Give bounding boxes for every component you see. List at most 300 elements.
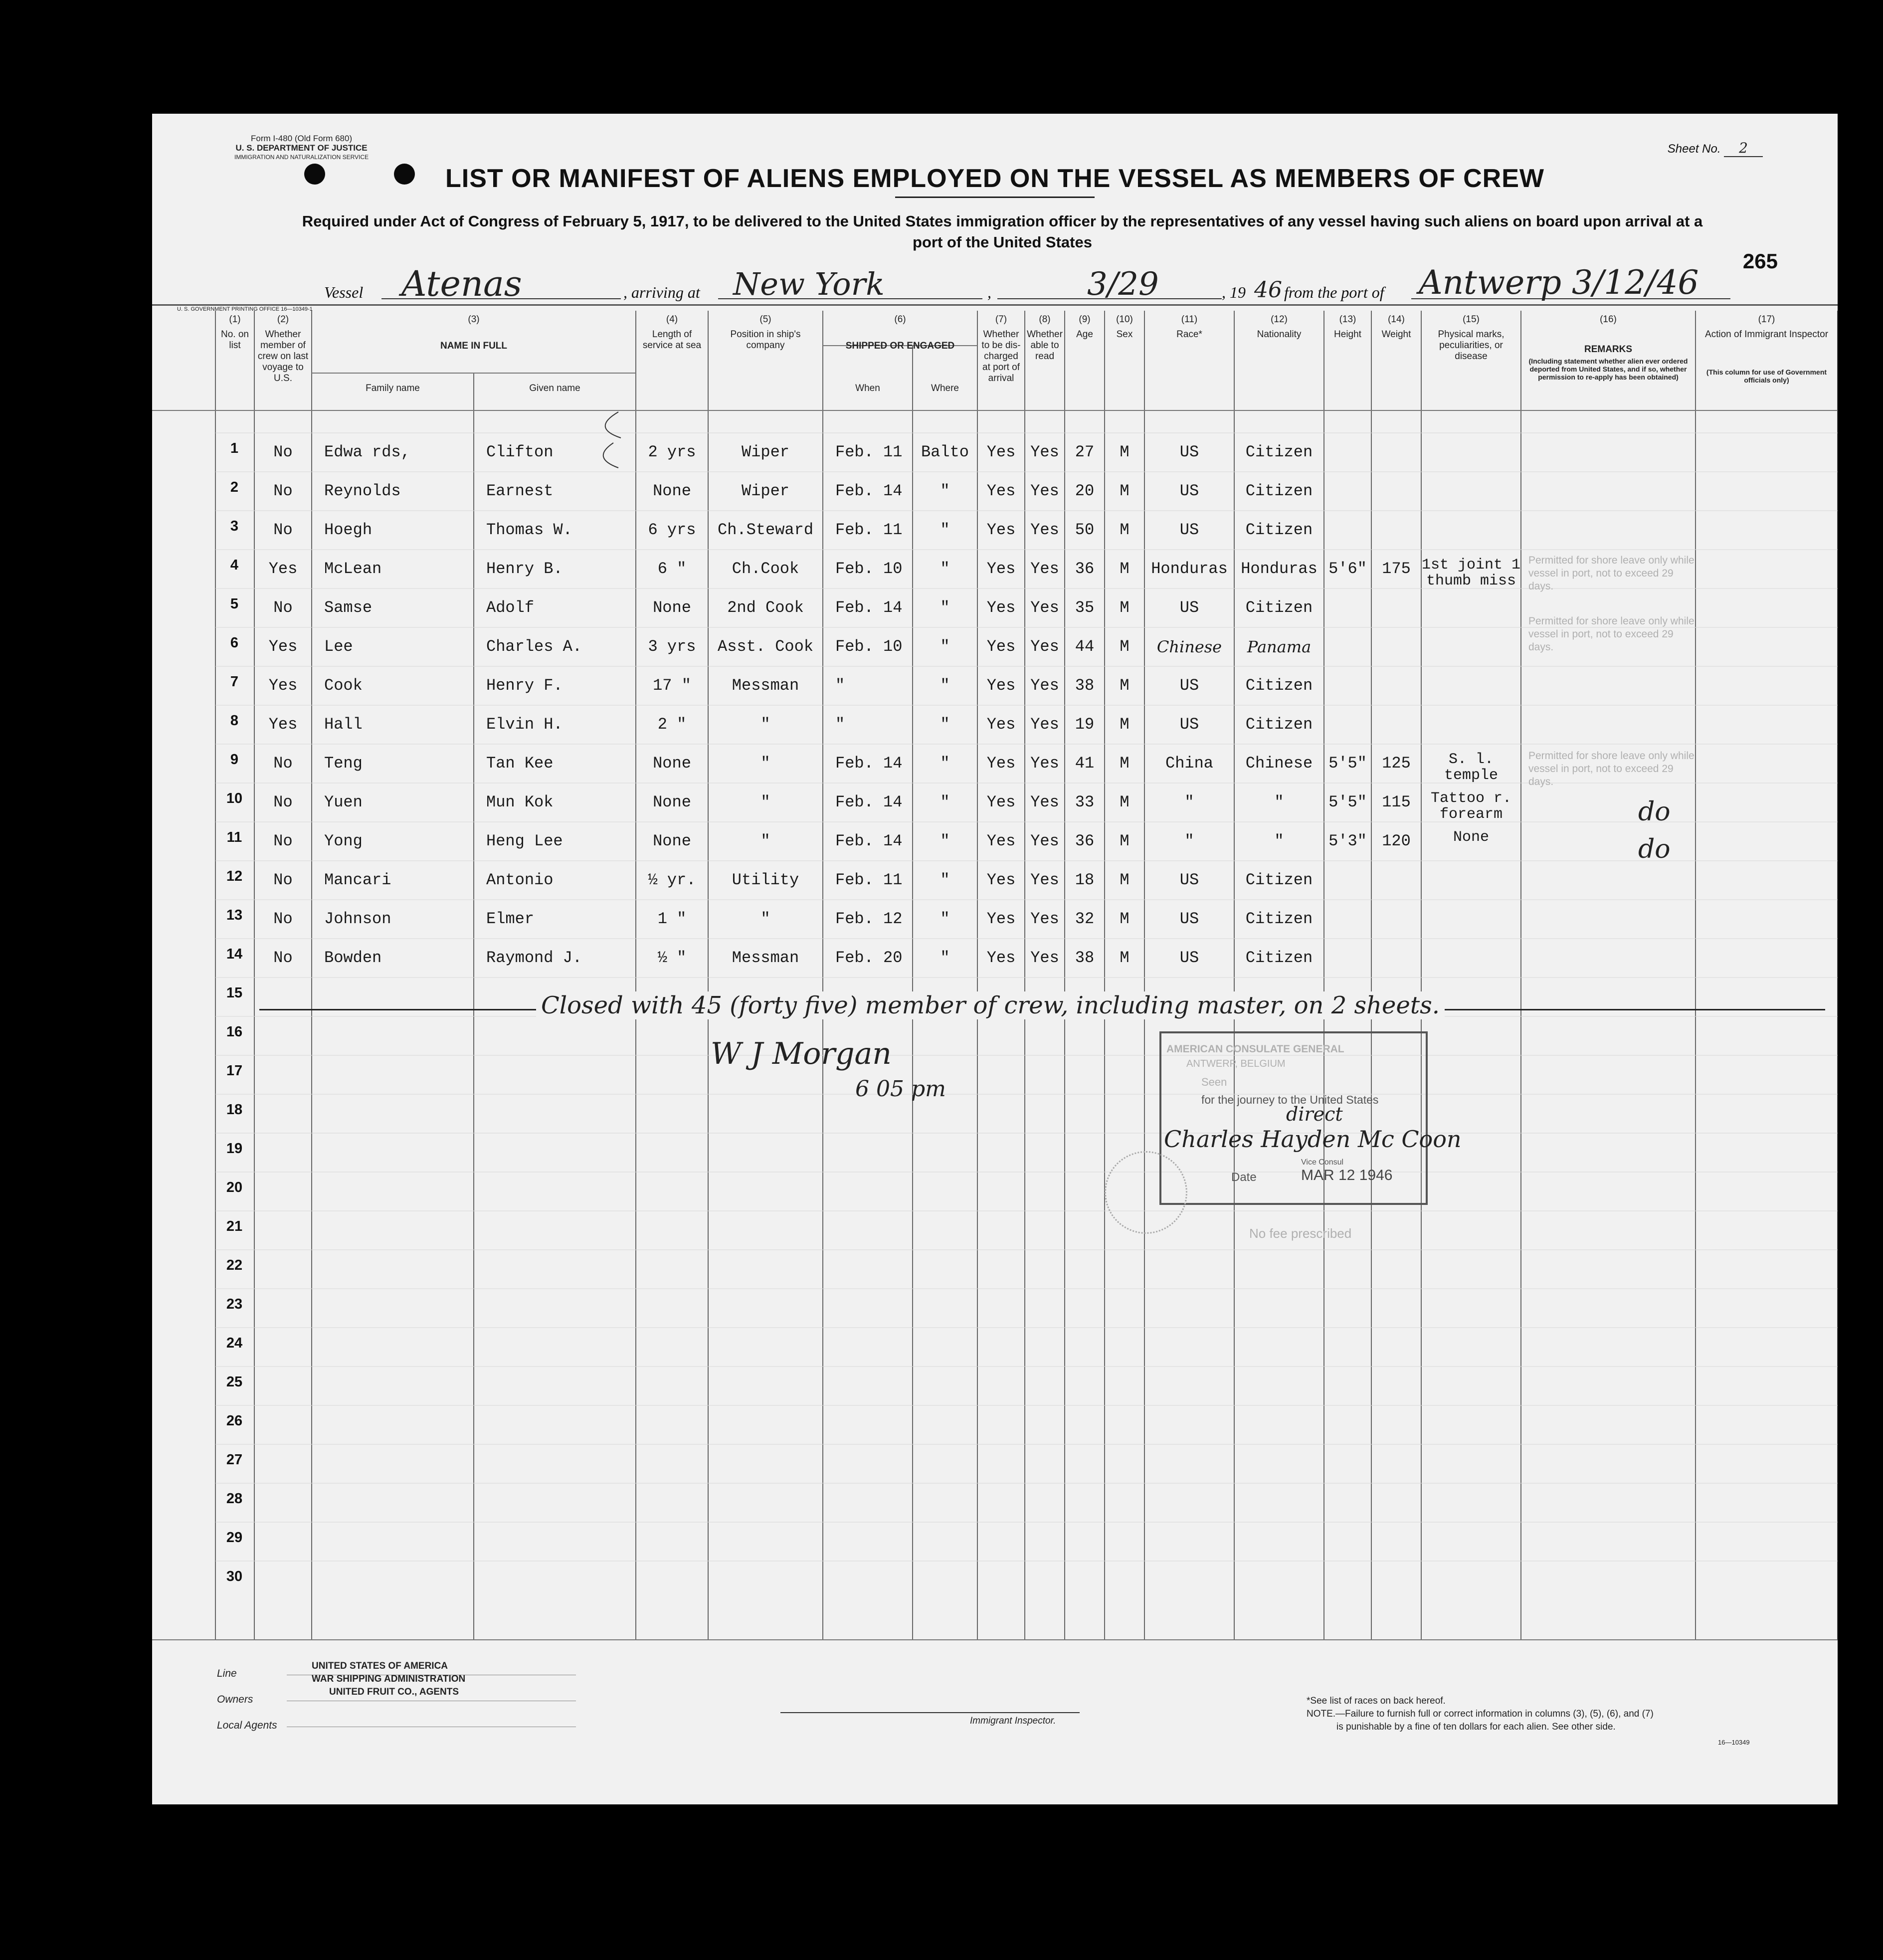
service-length: None — [653, 832, 691, 850]
age: 20 — [1075, 482, 1095, 500]
discharged: Yes — [986, 482, 1016, 500]
arrival-port: New York — [733, 266, 885, 302]
race: US — [1179, 598, 1199, 617]
from-port-label: from the port of — [1284, 283, 1384, 301]
shipped-when: Feb. 11 — [835, 871, 903, 889]
shipped-where: " — [940, 676, 950, 695]
height: 5'5" — [1328, 754, 1367, 773]
sex: M — [1120, 832, 1130, 850]
row-number: 1 — [230, 440, 239, 456]
race: Chinese — [1156, 637, 1222, 656]
row-number: 19 — [226, 1141, 243, 1157]
age: 36 — [1075, 560, 1095, 578]
given-name: Henry B. — [486, 560, 563, 578]
column-number: (11) — [1181, 314, 1198, 325]
position: " — [760, 715, 770, 734]
discharged: Yes — [986, 637, 1016, 656]
shipped-when: Feb. 14 — [835, 598, 903, 617]
agents-value: UNITED FRUIT CO., AGENTS — [329, 1687, 459, 1697]
service-length: 1 " — [657, 910, 687, 928]
column-number: (6) — [894, 314, 906, 325]
row-number: 29 — [226, 1530, 243, 1546]
age: 32 — [1075, 910, 1095, 928]
column-header: NAME IN FULL — [440, 341, 508, 351]
column-number: (16) — [1600, 314, 1617, 325]
prior-voyage: No — [273, 949, 293, 967]
column-subheader: When — [855, 383, 880, 393]
column-header: REMARKS — [1584, 344, 1633, 355]
prior-voyage: Yes — [268, 715, 298, 734]
discharged: Yes — [986, 871, 1016, 889]
race: US — [1179, 676, 1199, 695]
prior-voyage: No — [273, 910, 293, 928]
shipped-where: " — [940, 482, 950, 500]
row-number: 20 — [226, 1179, 243, 1195]
given-name: Mun Kok — [486, 793, 554, 811]
vessel-name: Atenas — [401, 263, 522, 304]
given-name: Charles A. — [486, 637, 582, 656]
family-name: Cook — [324, 676, 363, 695]
service-length: None — [653, 598, 691, 617]
nationality: Citizen — [1245, 949, 1313, 967]
able-to-read: Yes — [1030, 871, 1059, 889]
sheet-number: Sheet No. 2 — [1668, 140, 1763, 156]
row-number: 24 — [226, 1335, 243, 1351]
row-number: 6 — [230, 635, 239, 651]
able-to-read: Yes — [1030, 482, 1059, 500]
position: Ch.Cook — [732, 560, 799, 578]
given-name: Elvin H. — [486, 715, 563, 734]
column-number: (12) — [1271, 314, 1288, 325]
weight: 175 — [1382, 560, 1411, 578]
given-name: Clifton — [486, 443, 554, 461]
age: 27 — [1075, 443, 1095, 461]
shipped-where: " — [940, 754, 950, 773]
column-number: (7) — [995, 314, 1007, 325]
given-name: Antonio — [486, 871, 554, 889]
height: 5'3" — [1328, 832, 1367, 850]
printing-office: U. S. GOVERNMENT PRINTING OFFICE 16—10349-1 — [177, 306, 313, 312]
shipped-where: Balto — [921, 443, 969, 461]
sex: M — [1120, 871, 1130, 889]
able-to-read: Yes — [1030, 754, 1059, 773]
row-number: 4 — [230, 557, 239, 573]
position: Utility — [732, 871, 799, 889]
nationality: Citizen — [1245, 598, 1313, 617]
inspector-label: Immigrant Inspector. — [970, 1716, 1056, 1726]
discharged: Yes — [986, 598, 1016, 617]
column-header: Weight — [1381, 329, 1411, 340]
able-to-read: Yes — [1030, 676, 1059, 695]
column-number: (3) — [468, 314, 480, 325]
service-length: None — [653, 482, 691, 500]
column-header: Length of service at sea — [642, 329, 702, 351]
service-name: IMMIGRATION AND NATURALIZATION SERVICE — [234, 154, 369, 161]
given-name: Tan Kee — [486, 754, 554, 773]
remark-row-4: Permitted for shore leave only while vessel in port, not to exceed 29 days. — [1528, 555, 1695, 592]
age: 19 — [1075, 715, 1095, 734]
column-number: (9) — [1079, 314, 1091, 325]
vessel-label: Vessel — [324, 283, 364, 301]
family-name: Bowden — [324, 949, 382, 967]
column-number: (8) — [1039, 314, 1051, 325]
position: " — [760, 793, 770, 811]
family-name: Hoegh — [324, 521, 373, 539]
service-length: 3 yrs — [648, 637, 696, 656]
shipped-when: Feb. 10 — [835, 637, 903, 656]
stamp-date: MAR 12 1946 — [1301, 1167, 1393, 1183]
prior-voyage: No — [273, 754, 293, 773]
sheet-number-value: 2 — [1724, 140, 1763, 157]
prior-voyage: No — [273, 521, 293, 539]
column-header: Action of Immigrant Inspector — [1704, 329, 1829, 340]
row-number: 13 — [226, 907, 243, 923]
able-to-read: Yes — [1030, 443, 1059, 461]
height: 5'6" — [1328, 560, 1367, 578]
row-number: 27 — [226, 1452, 243, 1468]
age: 18 — [1075, 871, 1095, 889]
column-header: SHIPPED OR ENGAGED — [845, 341, 955, 351]
shipped-when: " — [835, 715, 845, 734]
sex: M — [1120, 482, 1130, 500]
sex: M — [1120, 560, 1130, 578]
position: Wiper — [741, 443, 789, 461]
prior-voyage: No — [273, 832, 293, 850]
owners-value: WAR SHIPPING ADMINISTRATION — [312, 1674, 466, 1684]
column-header: No. on list — [221, 329, 249, 351]
sex: M — [1120, 598, 1130, 617]
consul-signature: Charles Hayden Mc Coon — [1164, 1126, 1462, 1153]
family-name: Teng — [324, 754, 363, 773]
position: Asst. Cook — [717, 637, 814, 656]
position: Wiper — [741, 482, 789, 500]
discharged: Yes — [986, 715, 1016, 734]
page-title: LIST OR MANIFEST OF ALIENS EMPLOYED ON THE VESSEL AS MEMBERS OF CREW — [152, 164, 1838, 198]
race: US — [1179, 949, 1199, 967]
column-number: (10) — [1116, 314, 1133, 325]
given-name: Earnest — [486, 482, 554, 500]
shipped-when: Feb. 14 — [835, 482, 903, 500]
prior-voyage: No — [273, 482, 293, 500]
able-to-read: Yes — [1030, 715, 1059, 734]
able-to-read: Yes — [1030, 793, 1059, 811]
manifest-sheet: Form I-480 (Old Form 680) U. S. DEPARTMENT OF JUSTICE IMMIGRATION AND NATURALIZATION SERVICE Sheet No. 2 LIST OR MANIFEST OF ALIENS EMPLOYED ON THE VESSEL AS MEMBERS OF CREW Required under Act of Congress of February 5, 1917, to be delivered to the United States immigration officer by the representatives of any vessel having such aliens on board upon arrival at a port of the United States 265 Vessel Atenas , arriving at New York , 3/29 , 19 46 from the port of Antwerp 3/12/46 U. S. GOVERNMENT PRINTING OFFICE 16—10349-1 (1) No. on list (2) Whether member of crew on last voyage to U.S. (3) NAME IN FULL Family name Given name (4) Length of service at sea (5) Position in ship's company (6) SHIPPED OR ENGAGED When Where (7) Whether to be dis-charged at port of arrival (8) Whether able to read (9) Age (10) Sex (11) Race* (12) Nationality (13) Height (14) Weight (15) Physical marks, peculiarities, or disease (16) REMARKS (Including statement whether alien ever ordered deported from United States, and if so, whether permission to re-apply has been obtained) (17) Action of Immigrant Inspector (This column for use of Government officials only) 1 No Edwa rds, Clifton 2 yrs Wiper Feb. 11 Balto Yes Yes 27 M US Citizen 2 No Reynolds Earnest None Wiper Feb. 14 " Yes Yes 20 M US Citizen 3 No Hoegh Thomas W. 6 yrs Ch.Steward Feb. 11 " Yes Yes 50 M US Citizen 4 Yes McLean Henry B. 6 " Ch.Cook Feb. 10 " Yes Yes 36 M Honduras Honduras 5'6" 175 1st joint 1 thumb miss 5 No Samse Adolf None 2nd Cook Feb. 14 " Yes Yes 35 M US Citizen 6 Yes Lee Charles A. 3 yrs Asst. Cook Feb. 10 " Yes Yes 44 M Chinese Panama 7 Yes Cook Henry F. 17 " Messman " " Yes Yes 38 M US Citizen 8 Yes Hall Elvin H. 2 " " " " Yes Yes 19 M US Citizen 9 No Teng Tan Kee None " Feb. 14 " Yes Yes 41 M China Chinese 5'5" 125 S. l. temple 10 No Yuen Mun Kok None " Feb. 14 " Yes Yes 33 M " " 5'5" 115 Tattoo r. forearm 11 No Yong Heng Lee None " Feb. 14 " Yes Yes 36 M " " 5'3" 120 None 12 No Mancari Antonio ½ yr. Utility Feb. 11 " Yes Yes 18 M US Citizen 13 No Johnson Elmer 1 " " Feb. 12 " Yes Yes 32 M US Citizen 14 No Bowden Raymond J. ½ " Messman Feb. 20 " Yes Yes 38 M US Citizen 15 16 17 18 19 20 21 22 23 24 25 26 27 28 29 30 Permitted for shore leave only while vessel in port, not to exceed 29 days. Permitted for shore leave only while vessel in port, not to exceed 29 days. Permitted for shore leave only while vessel in port, not to exceed 29 days. do do Closed with 45 (forty five) member of crew, including master, on 2 sheets. W J Morgan 6 05 pm AMERICAN CONSULATE GENERAL ANTWERP, BELGIUM Seen for the journey to the United States direct Charles Hayden Mc Coon Vice Consul Date MAR 12 1946 No fee prescribed Line Owners Local Agents UNITED STATES OF AMERICA WAR SHIPPING ADMINISTRATION UNITED FRUIT CO., AGENTS Immigrant Inspector. *See list of races on back hereof. NOTE.—Failure to furnish full or correct information in columns (3), (5), (6), and (7) is punishable by a fine of ten dollars for each alien. See other side. 16—10349 — [152, 114, 1838, 1804]
row-number: 12 — [226, 868, 243, 884]
sex: M — [1120, 676, 1130, 695]
column-header: Sex — [1116, 329, 1133, 340]
prior-voyage: Yes — [268, 676, 298, 695]
column-number: (5) — [759, 314, 771, 325]
sex: M — [1120, 521, 1130, 539]
column-subheader: Where — [931, 383, 959, 393]
family-name: Edwa rds, — [324, 443, 410, 461]
family-name: McLean — [324, 560, 382, 578]
column-subheader: Family name — [366, 383, 420, 393]
department-name: U. S. DEPARTMENT OF JUSTICE — [235, 143, 368, 153]
race: " — [1184, 832, 1194, 850]
discharged: Yes — [986, 832, 1016, 850]
discharged: Yes — [986, 676, 1016, 695]
column-number: (17) — [1758, 314, 1775, 325]
age: 35 — [1075, 598, 1095, 617]
agents-label: Local Agents — [217, 1720, 277, 1731]
age: 44 — [1075, 637, 1095, 656]
age: 50 — [1075, 521, 1095, 539]
arriving-label: , arriving at — [623, 283, 700, 301]
shipped-where: " — [940, 715, 950, 734]
shipped-when: Feb. 14 — [835, 754, 903, 773]
column-number: (13) — [1339, 314, 1356, 325]
prior-voyage: No — [273, 443, 293, 461]
given-name: Thomas W. — [486, 521, 572, 539]
prior-voyage: Yes — [268, 560, 298, 578]
sex: M — [1120, 754, 1130, 773]
shipped-where: " — [940, 871, 950, 889]
weight: 115 — [1382, 793, 1411, 811]
column-note: (This column for use of Government officials only) — [1706, 368, 1827, 384]
service-length: None — [653, 754, 691, 773]
able-to-read: Yes — [1030, 910, 1059, 928]
position: " — [760, 910, 770, 928]
family-name: Reynolds — [324, 482, 401, 500]
row-number: 25 — [226, 1374, 243, 1390]
discharged: Yes — [986, 521, 1016, 539]
seal-emboss — [1105, 1151, 1187, 1234]
sex: M — [1120, 715, 1130, 734]
page-subtitle: Required under Act of Congress of February 5, 1917, to be delivered to the United States immigration officer by the representatives of any vessel having such aliens on board upon arrival at a port of the United States — [302, 212, 1703, 251]
able-to-read: Yes — [1030, 949, 1059, 967]
service-length: ½ yr. — [648, 871, 696, 889]
row-number: 21 — [226, 1218, 243, 1234]
sex: M — [1120, 910, 1130, 928]
race: US — [1179, 715, 1199, 734]
inspector-signature-line — [780, 1712, 1080, 1713]
service-length: 17 " — [653, 676, 691, 695]
shipped-when: Feb. 12 — [835, 910, 903, 928]
given-name: Raymond J. — [486, 949, 582, 967]
remark-row-11: do — [1638, 834, 1671, 864]
sex: M — [1120, 637, 1130, 656]
row-number: 17 — [226, 1063, 243, 1079]
service-length: 6 " — [657, 560, 687, 578]
weight: 120 — [1382, 832, 1411, 850]
position: Messman — [732, 949, 799, 967]
shipped-where: " — [940, 521, 950, 539]
service-length: 2 yrs — [648, 443, 696, 461]
age: 41 — [1075, 754, 1095, 773]
row-number: 18 — [226, 1102, 243, 1118]
fee-note: No fee prescribed — [1249, 1226, 1352, 1241]
family-name: Yong — [324, 832, 363, 850]
position: Messman — [732, 676, 799, 695]
prior-voyage: Yes — [268, 637, 298, 656]
discharged: Yes — [986, 443, 1016, 461]
discharged: Yes — [986, 910, 1016, 928]
shipped-when: Feb. 11 — [835, 521, 903, 539]
departure-port: Antwerp 3/12/46 — [1419, 263, 1699, 302]
arrival-date: 3/29 — [1087, 266, 1159, 303]
nationality: " — [1274, 793, 1284, 811]
column-number: (1) — [229, 314, 241, 325]
physical-marks: S. l. temple — [1444, 751, 1499, 784]
column-header: Age — [1076, 329, 1093, 340]
line-owners-stamp — [312, 1660, 465, 1699]
service-length: 6 yrs — [648, 521, 696, 539]
height: 5'5" — [1328, 793, 1367, 811]
discharged: Yes — [986, 560, 1016, 578]
family-name: Yuen — [324, 793, 363, 811]
column-subheader: Given name — [529, 383, 580, 393]
family-name: Samse — [324, 598, 373, 617]
row-number: 9 — [230, 752, 239, 768]
family-name: Lee — [324, 637, 353, 656]
position: " — [760, 754, 770, 773]
nationality: Citizen — [1245, 482, 1313, 500]
age: 38 — [1075, 949, 1095, 967]
remark-row-5: Permitted for shore leave only while vessel in port, not to exceed 29 days. — [1528, 615, 1695, 653]
column-header: Whether member of crew on last voyage to U.S. — [257, 329, 309, 384]
able-to-read: Yes — [1030, 832, 1059, 850]
able-to-read: Yes — [1030, 521, 1059, 539]
weight: 125 — [1382, 754, 1411, 773]
shipped-where: " — [940, 793, 950, 811]
column-number: (14) — [1388, 314, 1405, 325]
nationality: Citizen — [1245, 910, 1313, 928]
row-number: 14 — [226, 946, 243, 962]
signature-time: 6 05 pm — [855, 1076, 946, 1102]
sex: M — [1120, 443, 1130, 461]
shipped-when: Feb. 10 — [835, 560, 903, 578]
shipped-when: " — [835, 676, 845, 695]
shipped-where: " — [940, 949, 950, 967]
service-tick-marks — [603, 412, 621, 468]
shipped-where: " — [940, 637, 950, 656]
shipped-when: Feb. 20 — [835, 949, 903, 967]
shipped-when: Feb. 14 — [835, 793, 903, 811]
column-number: (2) — [277, 314, 289, 325]
row-number: 16 — [226, 1024, 243, 1040]
row-number: 26 — [226, 1413, 243, 1429]
master-signature: W J Morgan — [711, 1036, 892, 1071]
column-header: Whether to be dis-charged at port of arrival — [981, 329, 1021, 384]
owners-label: Owners — [217, 1694, 253, 1705]
age: 36 — [1075, 832, 1095, 850]
nationality: Citizen — [1245, 521, 1313, 539]
race: US — [1179, 910, 1199, 928]
race: " — [1184, 793, 1194, 811]
sex: M — [1120, 949, 1130, 967]
race: US — [1179, 443, 1199, 461]
column-header: Height — [1334, 329, 1361, 340]
row-number: 10 — [226, 790, 243, 806]
race: US — [1179, 521, 1199, 539]
footer-notes: *See list of races on back hereof. NOTE.—Failure to furnish full or correct information in columns (3), (5), (6), and (7) is punishable by a fine of ten dollars for each alien. See other side. — [1307, 1696, 1654, 1732]
family-name: Hall — [324, 715, 363, 734]
race: Honduras — [1151, 560, 1228, 578]
line-value: UNITED STATES OF AMERICA — [312, 1661, 448, 1671]
row-number: 30 — [226, 1568, 243, 1584]
column-header: Position in ship's company — [730, 329, 801, 351]
service-length: None — [653, 793, 691, 811]
column-number: (15) — [1463, 314, 1480, 325]
able-to-read: Yes — [1030, 598, 1059, 617]
service-length: 2 " — [657, 715, 687, 734]
given-name: Elmer — [486, 910, 535, 928]
able-to-read: Yes — [1030, 637, 1059, 656]
consular-stamp: AMERICAN CONSULATE GENERAL ANTWERP, BELGIUM Seen for the journey to the United States direct Charles Hayden Mc Coon Vice Consul Date MAR 12 1946 — [1159, 1031, 1428, 1205]
row-number: 8 — [230, 713, 239, 729]
age: 33 — [1075, 793, 1095, 811]
prior-voyage: No — [273, 598, 293, 617]
row-number: 11 — [226, 829, 242, 845]
column-header: Whether able to read — [1027, 329, 1063, 362]
nationality: Citizen — [1245, 715, 1313, 734]
column-header: Physical marks, peculiarities, or disease — [1438, 329, 1505, 362]
line-label: Line — [217, 1668, 237, 1679]
physical-marks: 1st joint 1 thumb miss — [1421, 557, 1521, 589]
footer-form-code: 16—10349 — [1718, 1739, 1750, 1746]
age: 38 — [1075, 676, 1095, 695]
family-name: Johnson — [324, 910, 391, 928]
shipped-where: " — [940, 560, 950, 578]
nationality: Honduras — [1241, 560, 1318, 578]
row-number: 3 — [230, 518, 239, 534]
page-number: 265 — [1742, 249, 1778, 273]
given-name: Adolf — [486, 598, 535, 617]
nationality: " — [1274, 832, 1284, 850]
column-header: Nationality — [1257, 329, 1302, 340]
prior-voyage: No — [273, 871, 293, 889]
form-number: Form I-480 (Old Form 680) — [251, 134, 353, 143]
shipped-where: " — [940, 832, 950, 850]
row-number: 5 — [230, 596, 239, 612]
arrival-year: 46 — [1254, 277, 1282, 303]
row-number: 22 — [226, 1257, 243, 1273]
nationality: Citizen — [1245, 443, 1313, 461]
physical-marks: None — [1453, 829, 1489, 846]
given-name: Henry F. — [486, 676, 563, 695]
footer-labels — [217, 1661, 277, 1739]
row-number: 23 — [226, 1296, 243, 1312]
position: 2nd Cook — [727, 598, 804, 617]
position: Ch.Steward — [717, 521, 814, 539]
row-number: 2 — [230, 479, 239, 495]
nationality: Citizen — [1245, 676, 1313, 695]
closing-note: Closed with 45 (forty five) member of crew, including master, on 2 sheets. — [536, 991, 1445, 1019]
column-number: (4) — [666, 314, 678, 325]
discharged: Yes — [986, 754, 1016, 773]
discharged: Yes — [986, 793, 1016, 811]
service-length: ½ " — [657, 949, 687, 967]
prior-voyage: No — [273, 793, 293, 811]
given-name: Heng Lee — [486, 832, 563, 850]
discharged: Yes — [986, 949, 1016, 967]
remark-row-10: do — [1638, 797, 1671, 827]
nationality: Panama — [1247, 637, 1312, 656]
column-rules — [215, 311, 1838, 1640]
family-name: Mancari — [324, 871, 391, 889]
row-number: 28 — [226, 1491, 243, 1507]
shipped-where: " — [940, 910, 950, 928]
row-number: 7 — [230, 674, 239, 690]
nationality: Chinese — [1245, 754, 1313, 773]
race: US — [1179, 871, 1199, 889]
shipped-when: Feb. 14 — [835, 832, 903, 850]
physical-marks: Tattoo r. forearm — [1430, 790, 1512, 823]
nationality: Citizen — [1245, 871, 1313, 889]
position: " — [760, 832, 770, 850]
remark-row-9: Permitted for shore leave only while vessel in port, not to exceed 29 days. — [1528, 750, 1695, 787]
